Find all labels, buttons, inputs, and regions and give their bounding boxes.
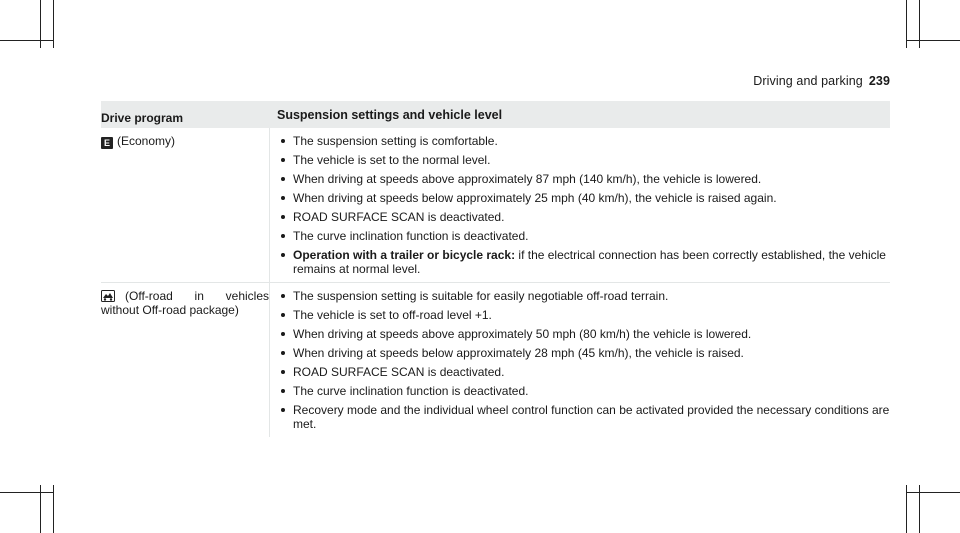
table-row — [101, 283, 890, 437]
drive-program-table — [101, 101, 890, 437]
crop-mark — [906, 40, 960, 41]
settings-cell — [269, 128, 890, 282]
economy-mode-icon: E — [101, 137, 113, 149]
list-item: Recovery mode and the individual wheel control function can be activated provided the necessary conditions are met. — [278, 403, 890, 431]
list-item: ROAD SURFACE SCAN is deactivated. — [278, 210, 890, 224]
table-header — [101, 101, 890, 128]
list-item: The suspension setting is suitable for easily negotiable off-road terrain. — [278, 289, 890, 303]
column-header-settings: Suspension settings and vehicle level — [277, 107, 503, 122]
crop-mark — [906, 492, 960, 493]
crop-mark — [0, 492, 53, 493]
program-label-first — [101, 289, 173, 303]
list-item: When driving at speeds above approximately 87 mph (140 km/h), the vehicle is lowered. — [278, 172, 890, 186]
crop-mark — [53, 0, 54, 48]
list-item: The curve inclination function is deactivated. — [278, 229, 890, 243]
offroad-icon — [101, 290, 115, 302]
table-row — [101, 128, 890, 283]
program-label: (Economy) — [117, 134, 176, 148]
settings-list — [278, 289, 890, 431]
program-word: in — [194, 289, 204, 303]
list-item: When driving at speeds above approximately 50 mph (80 km/h) the vehicle is lowered. — [278, 327, 890, 341]
trailer-note-label: Operation with a trailer or bicycle rack: — [293, 248, 516, 262]
settings-list — [278, 134, 890, 276]
crop-mark — [53, 485, 54, 533]
program-label-line — [101, 289, 269, 303]
trailer-note-text: if the electrical connection has been correctly established, the vehicle remains at normal level. — [293, 248, 886, 276]
list-item: The suspension setting is comfortable. — [278, 134, 890, 148]
page-header — [753, 74, 890, 88]
section-title: Driving and parking — [753, 74, 863, 88]
program-label-line2: without Off-road package) — [101, 303, 239, 317]
program-cell — [101, 283, 269, 437]
page-number: 239 — [868, 74, 890, 88]
list-item: The curve inclination function is deactivated. — [278, 384, 890, 398]
program-word: vehicles — [225, 289, 269, 303]
list-item — [278, 248, 890, 276]
program-cell — [101, 128, 269, 282]
list-item: When driving at speeds below approximately 28 mph (45 km/h), the vehicle is raised. — [278, 346, 890, 360]
crop-mark — [0, 40, 53, 41]
list-item: The vehicle is set to the normal level. — [278, 153, 890, 167]
program-word: (Off-road — [125, 289, 173, 303]
column-header-program: Drive program — [101, 110, 184, 125]
list-item: ROAD SURFACE SCAN is deactivated. — [278, 365, 890, 379]
list-item: The vehicle is set to off-road level +1. — [278, 308, 890, 322]
settings-cell — [269, 283, 890, 437]
list-item: When driving at speeds below approximately 25 mph (40 km/h), the vehicle is raised again. — [278, 191, 890, 205]
